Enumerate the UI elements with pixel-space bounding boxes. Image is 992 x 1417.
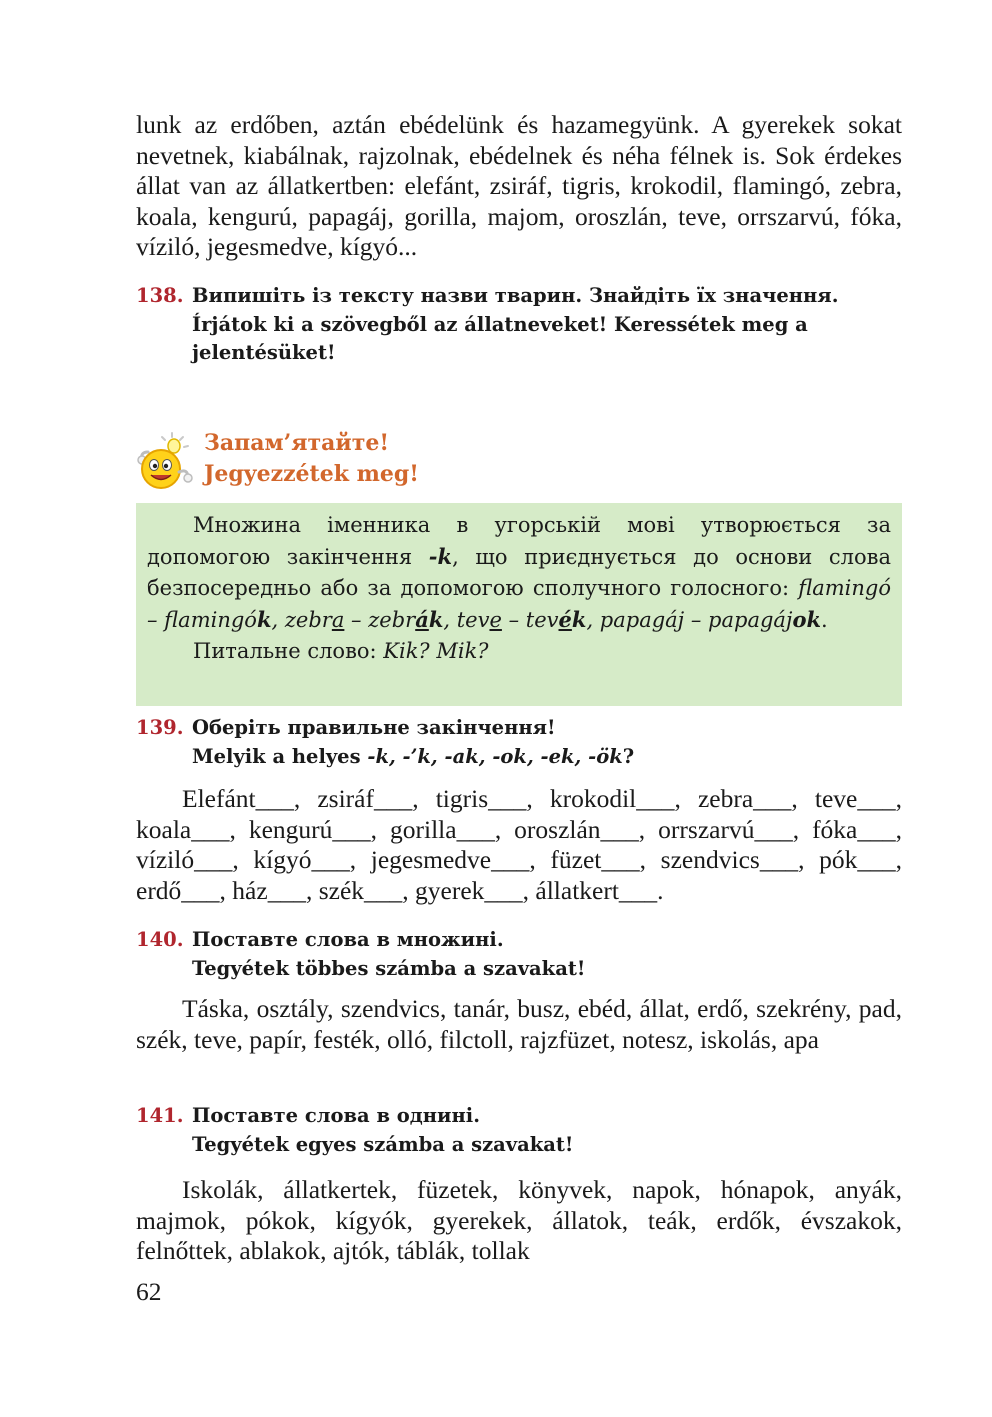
intro-paragraph: lunk az erdőben, aztán ebédelünk és hazamegyünk. A gyerekek sokat nevetnek, kiabálnak, rajzolnak, ebédelnek és néha félnek is. Sok érdekes állat van az állatkertben: elefánt, zsiráf, tigris, krokodil, flamingó, zebra, koala, kengurú, papagáj, gorilla, majom, oroszlán, teve, orrszarvú, fóka, víziló, jegesmedve, kígyó... xyxy=(136,110,902,262)
lightbulb-smiley-icon xyxy=(136,432,198,492)
exercise-140 xyxy=(136,926,902,983)
instruction-hungarian: Melyik a helyes -k, -’k, -ak, -ok, -ek, -ök? xyxy=(192,744,635,768)
grammar-rule-box xyxy=(136,503,902,706)
exercise-number: 139. xyxy=(136,716,184,739)
question-word-line: Питальне слово: Kik? Mik? xyxy=(193,639,489,663)
exercise-138 xyxy=(136,282,902,368)
exercise-139 xyxy=(136,714,902,771)
instruction-ukrainian: Поставте слова в множині. xyxy=(192,928,504,951)
remember-hungarian: Jegyezzétek meg! xyxy=(204,461,419,487)
exercise-141-words: Iskolák, állatkertek, füzetek, könyvek, napok, hónapok, anyák, majmok, pókok, kígyók, gyerekek, állatok, teák, erdők, évszakok, felnőttek, ablakok, ajtók, táblák, tollak xyxy=(136,1175,902,1266)
remember-ukrainian: Запам’ятайте! xyxy=(204,430,389,456)
remember-heading xyxy=(136,428,536,498)
exercise-141 xyxy=(136,1102,902,1159)
page-number: 62 xyxy=(136,1277,162,1306)
instruction-ukrainian: Випишіть із тексту назви тварин. Знайдіть їх значення. xyxy=(192,284,839,307)
instruction-hungarian: Tegyétek egyes számba a szavakat! xyxy=(192,1132,574,1156)
exercise-number: 141. xyxy=(136,1104,184,1127)
exercise-140-words: Táska, osztály, szendvics, tanár, busz, ebéd, állat, erdő, szekrény, pad, szék, teve, papír, festék, olló, filctoll, rajzfüzet, notesz, iskolás, apa xyxy=(136,994,902,1054)
exercise-number: 140. xyxy=(136,928,184,951)
instruction-hungarian: Tegyétek többes számba a szavakat! xyxy=(192,956,586,980)
exercise-139-words: Elefánt___, zsiráf___, tigris___, krokodil___, zebra___, teve___, koala___, kengurú___, gorilla___, oroszlán___, orrszarvú___, fóka___, víziló___, kígyó___, jegesmedve___, füzet___, szendvics___, pók___, erdő___, ház___, szék___, gyerek___, állatkert___. xyxy=(136,784,902,905)
instruction-ukrainian: Оберіть правильне закінчення! xyxy=(192,716,556,739)
rule-text: Множина іменника в угорській мові утворюється за допомогою закінчення -k, що приєднується до основи слова безпосередньо або за допомогою сполучного голосного: flamingó – flamingók, zebra – zebrák, teve – tevék, papagáj – papagájok. xyxy=(147,513,891,632)
instruction-hungarian: Írjátok ki a szövegből az állatneveket! Keressétek meg a jelentésüket! xyxy=(192,312,808,364)
exercise-number: 138. xyxy=(136,284,184,307)
instruction-ukrainian: Поставте слова в однині. xyxy=(192,1104,480,1127)
